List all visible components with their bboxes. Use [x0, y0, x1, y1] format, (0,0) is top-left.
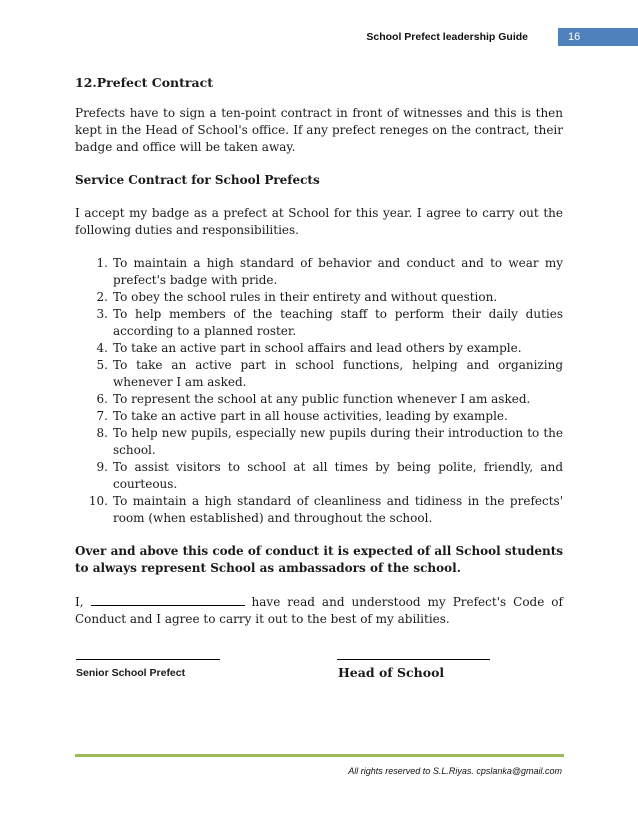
list-item [75, 340, 563, 357]
list-number: 10. [88, 494, 108, 508]
list-number: 9. [96, 460, 108, 474]
list-text: To take an active part in all house activities, leading by example. [113, 409, 508, 423]
page-header-title: School Prefect leadership Guide [366, 31, 528, 43]
list-text: To take an active part in school affairs and lead others by example. [113, 341, 522, 355]
duties-list [75, 255, 563, 527]
list-number: 3. [96, 307, 108, 321]
list-number: 2. [96, 290, 108, 304]
declaration-suffix: have read and understood my Prefect's Code of Conduct and I agree to carry it out to the best of my abilities. [75, 595, 563, 626]
list-item [75, 357, 563, 391]
pledge-paragraph: I accept my badge as a prefect at School for this year. I agree to carry out the following duties and responsibilities. [75, 206, 563, 237]
list-number: 1. [96, 256, 108, 270]
list-text: To maintain a high standard of behavior and conduct and to wear my prefect's badge with pride. [113, 256, 563, 287]
list-item [75, 306, 563, 340]
footer-copyright: All rights reserved to S.L.Riyas. cpslanka@gmail.com [348, 766, 562, 776]
list-item [75, 255, 563, 289]
list-number: 6. [96, 392, 108, 406]
list-text: To maintain a high standard of cleanliness and tidiness in the prefects' room (when established) and throughout the school. [113, 494, 563, 525]
list-item [75, 408, 563, 425]
service-contract-heading: Service Contract for School Prefects [75, 173, 320, 187]
list-text: To represent the school at any public function whenever I am asked. [113, 392, 531, 406]
list-text: To take an active part in school functions, helping and organizing whenever I am asked. [113, 358, 563, 389]
list-text: To help members of the teaching staff to perform their daily duties according to a planned roster. [113, 307, 563, 338]
page-number-badge: 16 [558, 28, 638, 46]
name-blank-line [91, 593, 245, 606]
list-number: 4. [96, 341, 108, 355]
ambassador-note: Over and above this code of conduct it is expected of all School students to always represent School as ambassadors of the school. [75, 544, 563, 575]
head-of-school-label: Head of School [338, 665, 445, 680]
list-text: To obey the school rules in their entirety and without question. [113, 290, 498, 304]
senior-prefect-signature-line [76, 659, 220, 660]
list-item [75, 459, 563, 493]
list-item [75, 425, 563, 459]
head-of-school-signature-line [337, 659, 490, 660]
declaration-paragraph [75, 593, 563, 628]
list-text: To help new pupils, especially new pupils during their introduction to the school. [113, 426, 563, 457]
list-number: 7. [96, 409, 108, 423]
list-text: To assist visitors to school at all times by being polite, friendly, and courteous. [113, 460, 563, 491]
declaration-prefix: I, [75, 595, 84, 609]
list-number: 5. [96, 358, 108, 372]
list-number: 8. [96, 426, 108, 440]
list-item [75, 289, 563, 306]
document-body [75, 74, 563, 628]
senior-prefect-label: Senior School Prefect [76, 667, 186, 679]
section-heading: 12.Prefect Contract [75, 75, 213, 90]
list-item [75, 493, 563, 527]
intro-paragraph: Prefects have to sign a ten-point contract in front of witnesses and this is then kept in the Head of School's office. If any prefect reneges on the contract, their badge and office will be taken away. [75, 106, 563, 154]
list-item [75, 391, 563, 408]
footer-divider [75, 754, 564, 757]
